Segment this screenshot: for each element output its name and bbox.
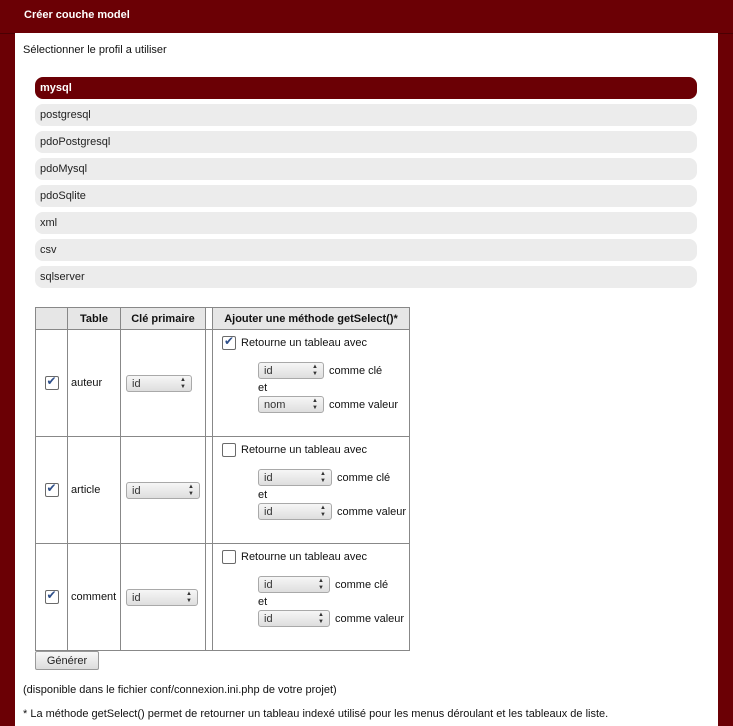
key-select[interactable]: id ▲ ▼ xyxy=(258,469,332,486)
window-title: Créer couche model xyxy=(24,9,130,21)
select-arrows-icon: ▲ ▼ xyxy=(320,471,326,484)
table-row xyxy=(36,330,410,437)
profile-prompt: Sélectionner le profil a utiliser xyxy=(23,44,167,56)
table-row xyxy=(36,544,410,651)
getselect-label: Retourne un tableau avec xyxy=(241,551,367,563)
value-select[interactable]: id ▲ ▼ xyxy=(258,610,330,627)
table-select-checkbox[interactable] xyxy=(45,483,59,497)
profile-item-pdopostgresql[interactable]: pdoPostgresql xyxy=(35,131,697,153)
key-select[interactable]: id ▲ ▼ xyxy=(258,576,330,593)
profile-item-pdosqlite[interactable]: pdoSqlite xyxy=(35,185,697,207)
select-arrows-icon: ▲ ▼ xyxy=(312,398,318,411)
select-arrows-icon: ▲ ▼ xyxy=(318,612,324,625)
column-separator xyxy=(206,308,213,330)
profile-item-pdomysql[interactable]: pdoMysql xyxy=(35,158,697,180)
key-label: comme clé xyxy=(335,578,389,591)
table-select-checkbox[interactable] xyxy=(45,590,59,604)
primary-key-select[interactable]: id ▲ ▼ xyxy=(126,482,200,499)
value-label: comme valeur xyxy=(329,398,399,411)
column-separator xyxy=(206,437,213,544)
select-arrows-icon: ▲ ▼ xyxy=(320,505,326,518)
profile-item-sqlserver[interactable]: sqlserver xyxy=(35,266,697,288)
header-checkbox-col xyxy=(36,308,68,330)
getselect-options xyxy=(213,437,409,543)
title-bar xyxy=(0,0,733,34)
key-select[interactable]: id ▲ ▼ xyxy=(258,362,324,379)
profile-list xyxy=(35,77,697,293)
select-arrows-icon: ▲ ▼ xyxy=(180,376,186,390)
getselect-options xyxy=(213,330,409,436)
key-label: comme clé xyxy=(329,364,383,377)
tables-grid xyxy=(35,307,410,651)
getselect-footnote: * La méthode getSelect() permet de retourner un tableau indexé utilisé pour les menus déroulant et les tableaux de liste. xyxy=(23,708,609,720)
primary-key-select[interactable]: id ▲ ▼ xyxy=(126,589,198,606)
main-panel xyxy=(15,33,718,726)
primary-key-select[interactable]: id ▲ ▼ xyxy=(126,375,192,392)
table-name: comment xyxy=(68,544,121,651)
profile-item-xml[interactable]: xml xyxy=(35,212,697,234)
column-separator xyxy=(206,330,213,437)
getselect-label: Retourne un tableau avec xyxy=(241,444,367,456)
header-method: Ajouter une méthode getSelect()* xyxy=(213,308,410,330)
table-select-checkbox[interactable] xyxy=(45,376,59,390)
getselect-checkbox[interactable] xyxy=(222,550,236,564)
select-arrows-icon: ▲ ▼ xyxy=(186,590,192,604)
select-arrows-icon: ▲ ▼ xyxy=(318,578,324,591)
getselect-label: Retourne un tableau avec xyxy=(241,337,367,349)
config-note: (disponible dans le fichier conf/connexion.ini.php de votre projet) xyxy=(23,684,337,696)
value-select[interactable]: id ▲ ▼ xyxy=(258,503,332,520)
profile-item-csv[interactable]: csv xyxy=(35,239,697,261)
header-table: Table xyxy=(68,308,121,330)
table-name: article xyxy=(68,437,121,544)
conjunction-label: et xyxy=(258,382,268,394)
profile-item-mysql[interactable]: mysql xyxy=(35,77,697,99)
getselect-checkbox[interactable] xyxy=(222,336,236,350)
select-arrows-icon: ▲ ▼ xyxy=(188,483,194,497)
key-label: comme clé xyxy=(337,471,391,484)
getselect-options xyxy=(213,544,409,650)
value-label: comme valeur xyxy=(337,505,407,518)
header-row xyxy=(36,308,410,330)
value-select[interactable]: nom ▲ ▼ xyxy=(258,396,324,413)
column-separator xyxy=(206,544,213,651)
header-primary-key: Clé primaire xyxy=(121,308,206,330)
getselect-checkbox[interactable] xyxy=(222,443,236,457)
conjunction-label: et xyxy=(258,489,268,501)
profile-item-postgresql[interactable]: postgresql xyxy=(35,104,697,126)
generate-button[interactable]: Générer xyxy=(35,651,99,670)
select-arrows-icon: ▲ ▼ xyxy=(312,364,318,377)
table-name: auteur xyxy=(68,330,121,437)
value-label: comme valeur xyxy=(335,612,405,625)
conjunction-label: et xyxy=(258,596,268,608)
table-row xyxy=(36,437,410,544)
